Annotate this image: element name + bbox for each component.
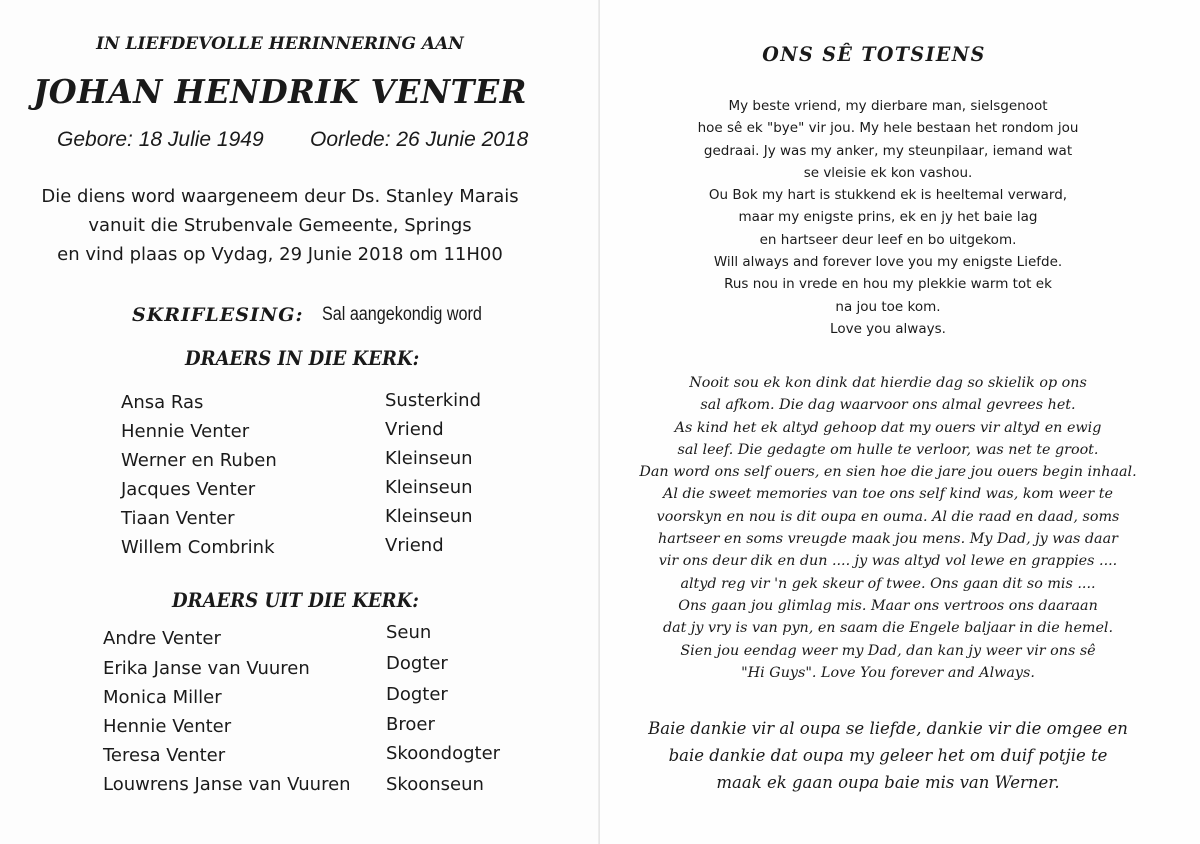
service-line: Die diens word waargeneem deur Ds. Stanley Marais [41, 186, 519, 207]
poem-line: My beste vriend, my dierbare man, sielsgenoot [728, 98, 1048, 114]
bearer-name: Ansa Ras [121, 392, 204, 413]
bearer-relation: Susterkind [385, 390, 482, 411]
bearer-relation: Skoonseun [386, 774, 484, 795]
bearer-name: Hennie Venter [103, 716, 232, 737]
tribute-line: sal afkom. Die dag waarvoor ons almal gevrees het. [700, 397, 1076, 414]
bearer-name: Erika Janse van Vuuren [103, 658, 310, 679]
bearer-relation: Skoondogter [386, 743, 501, 764]
tribute-line: Ons gaan jou glimlag mis. Maar ons vertroos ons daaraan [678, 597, 1098, 614]
tribute-line: Al die sweet memories van toe ons self kind was, kom weer te [663, 486, 1113, 503]
bearer-relation: Kleinseun [385, 448, 473, 469]
bearers-in-heading: DRAERS IN DIE KERK: [185, 346, 420, 370]
tribute-line: voorskyn en nou is dit oupa en ouma. Al die raad en daad, soms [656, 508, 1120, 525]
thanks-line: Baie dankie vir al oupa se liefde, dankie vir die omgee en [648, 719, 1128, 738]
bearer-name: Louwrens Janse van Vuuren [103, 774, 351, 795]
birth-date: Gebore: 18 Julie 1949 [57, 128, 264, 151]
bearer-relation: Dogter [386, 653, 448, 674]
tribute-line: As kind het ek altyd gehoop dat my ouers vir altyd en ewig [674, 419, 1102, 436]
memorial-intro: IN LIEFDEVOLLE HERINNERING AAN [96, 34, 464, 54]
death-date: Oorlede: 26 Junie 2018 [310, 128, 529, 151]
tribute-line: hartseer en soms vreugde maak jou mens. My Dad, jy was daar [658, 531, 1118, 548]
poem-line: se vleisie ek kon vashou. [803, 164, 973, 181]
tribute-line: Sien jou eendag weer my Dad, dan kan jy weer vir ons sê [680, 642, 1096, 659]
bearer-name: Andre Venter [103, 628, 221, 649]
bearers-out-heading: DRAERS UIT DIE KERK: [172, 588, 419, 612]
poem-line: Love you always. [830, 320, 946, 337]
family-tribute [600, 372, 1176, 684]
bearer-relation: Vriend [385, 419, 444, 440]
scripture-reading-value: Sal aangekondig word [322, 304, 482, 325]
poem-line: hoe sê ek "bye" vir jou. My hele bestaan het rondom jou [697, 120, 1079, 137]
bearer-name: Hennie Venter [121, 421, 250, 442]
farewell-title: ONS SÊ TOTSIENS [762, 42, 986, 66]
poem-line: en hartseer deur leef en bo uitgekom. [759, 231, 1017, 248]
grandson-thanks [600, 715, 1176, 796]
bearer-relation: Broer [386, 714, 435, 735]
deceased-name: JOHAN HENDRIK VENTER [33, 72, 527, 111]
thanks-line: baie dankie dat oupa my geleer het om duif potjie te [668, 746, 1108, 765]
poem-line: na jou toe kom. [835, 298, 941, 315]
bearer-relation: Dogter [386, 684, 448, 705]
poem-line: Will always and forever love you my enigste Liefde. [713, 254, 1063, 271]
tribute-line: "Hi Guys". Love You forever and Always. [741, 664, 1035, 681]
poem-line: gedraai. Jy was my anker, my steunpilaar, iemand wat [703, 142, 1073, 159]
poem-line: Rus nou in vrede en hou my plekkie warm tot ek [724, 276, 1052, 293]
bearer-name: Willem Combrink [121, 537, 275, 558]
tribute-line: Nooit sou ek kon dink dat hierdie dag so skielik op ons [689, 375, 1087, 391]
bearer-name: Monica Miller [103, 687, 222, 708]
tribute-line: altyd reg vir 'n gek skeur of twee. Ons gaan dit so mis .... [680, 575, 1096, 592]
bearer-name: Teresa Venter [103, 745, 226, 766]
tribute-line: sal leef. Die gedagte om hulle te verloor, was net te groot. [677, 441, 1099, 458]
bearer-relation: Vriend [385, 535, 444, 556]
tribute-line: dat jy vry is van pyn, en saam die Engele baljaar in die hemel. [662, 620, 1114, 637]
service-line: en vind plaas op Vydag, 29 Junie 2018 om 11H00 [57, 244, 503, 265]
bearer-name: Werner en Ruben [121, 450, 277, 471]
bearer-relation: Seun [386, 622, 432, 643]
tribute-line: Dan word ons self ouers, en sien hoe die jare jou ouers begin inhaal. [639, 464, 1137, 481]
tribute-line: vir ons deur dik en dun .... jy was altyd vol lewe en grappies .... [658, 553, 1118, 570]
service-line: vanuit die Strubenvale Gemeente, Springs [88, 215, 472, 236]
bearer-name: Jacques Venter [121, 479, 256, 500]
service-details [0, 182, 560, 269]
bearer-name: Tiaan Venter [121, 508, 235, 529]
poem-line: Ou Bok my hart is stukkend ek is heeltemal verward, [708, 187, 1068, 204]
thanks-line: maak ek gaan oupa baie mis van Werner. [716, 773, 1060, 792]
poem-line: maar my enigste prins, ek en jy het baie lag [738, 209, 1038, 226]
farewell-poem [600, 95, 1176, 340]
scripture-reading-label: SKRIFLESING: [132, 304, 304, 326]
bearer-relation: Kleinseun [385, 477, 473, 498]
bearer-relation: Kleinseun [385, 506, 473, 527]
